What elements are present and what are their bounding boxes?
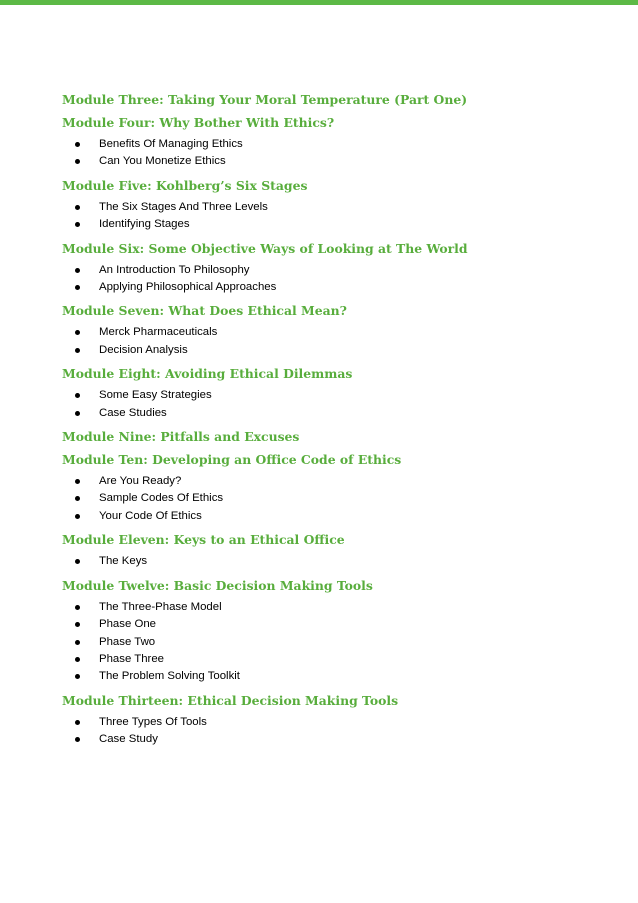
module-heading: Module Three: Taking Your Moral Temperature (Part One) [62,92,468,107]
module-heading: Module Eight: Avoiding Ethical Dilemmas [62,366,353,382]
list-item [62,616,622,633]
list-item [62,553,622,570]
list-item [62,473,622,490]
bullet-icon [75,559,80,564]
bullet-icon [75,205,80,210]
list-item-label: The Three-Phase Model [99,600,222,613]
list-item [62,279,622,296]
module-heading: Module Nine: Pitfalls and Excuses [62,429,300,445]
topic-list [62,553,622,570]
list-item [62,731,622,748]
list-item-label: Decision Analysis [99,343,188,356]
bullet-icon [75,737,80,742]
module-section [62,452,622,525]
list-item-label: Identifying Stages [99,218,190,231]
list-item [62,634,622,651]
list-item-label: Benefits Of Managing Ethics [99,138,243,150]
list-item [62,668,622,685]
bullet-icon [75,496,80,501]
bullet-icon [75,330,80,335]
list-item-label: Your Code Of Ethics [99,509,202,522]
list-item [62,324,622,341]
topic-list [62,599,622,686]
bullet-icon [75,411,80,416]
list-item [62,342,622,359]
topic-list [62,473,622,525]
list-item-label: Are You Ready? [99,475,182,488]
list-item [62,262,622,279]
top-accent-bar [0,0,638,5]
list-item [62,490,622,507]
module-section [62,532,622,570]
list-item-label: Merck Pharmaceuticals [99,326,218,339]
topic-list [62,136,622,171]
bullet-icon [75,222,80,227]
module-section [62,429,622,445]
bullet-icon [75,285,80,290]
module-heading: Module Twelve: Basic Decision Making Tools [62,577,373,593]
module-section [62,115,622,171]
module-section [62,366,622,422]
module-section [62,241,622,297]
bullet-icon [75,605,80,610]
bullet-icon [75,622,80,627]
module-section [62,303,622,359]
list-item-label: Applying Philosophical Approaches [99,281,277,294]
list-item-label: Some Easy Strategies [99,389,212,402]
bullet-icon [75,674,80,679]
module-heading: Module Thirteen: Ethical Decision Making Tools [62,692,399,708]
module-heading: Module Four: Why Bother With Ethics? [62,115,335,130]
list-item [62,136,622,153]
list-item-label: Phase Two [99,635,156,648]
bullet-icon [75,657,80,662]
list-item-label: Three Types Of Tools [99,715,207,728]
list-item-label: Case Studies [99,406,167,419]
bullet-icon [75,393,80,398]
list-item-label: The Six Stages And Three Levels [99,200,268,213]
bullet-icon [75,268,80,273]
list-item [62,508,622,525]
list-item [62,216,622,233]
list-item [62,153,622,170]
topic-list [62,262,622,297]
bullet-icon [75,514,80,519]
list-item [62,714,622,731]
list-item [62,387,622,404]
list-item-label: An Introduction To Philosophy [99,263,250,276]
module-section [62,178,622,234]
list-item [62,199,622,216]
list-item-label: Can You Monetize Ethics [99,155,226,168]
list-item-label: The Problem Solving Toolkit [99,670,240,683]
module-outline [62,92,622,756]
bullet-icon [75,142,80,147]
topic-list [62,199,622,234]
bullet-icon [75,159,80,164]
module-heading: Module Six: Some Objective Ways of Looking at The World [62,240,468,256]
module-heading: Module Five: Kohlberg’s Six Stages [62,177,308,193]
module-section [62,693,622,749]
topic-list [62,714,622,749]
topic-list [62,324,622,359]
bullet-icon [75,640,80,645]
bullet-icon [75,479,80,484]
topic-list [62,387,622,422]
list-item [62,599,622,616]
list-item-label: Case Study [99,733,158,746]
list-item [62,651,622,668]
module-section [62,92,622,108]
list-item-label: The Keys [99,555,148,568]
module-heading: Module Eleven: Keys to an Ethical Office [62,532,345,548]
module-section [62,578,622,686]
list-item-label: Phase One [99,618,156,631]
module-heading: Module Seven: What Does Ethical Mean? [62,303,347,319]
list-item-label: Sample Codes Of Ethics [99,492,224,505]
list-item-label: Phase Three [99,652,165,665]
bullet-icon [75,348,80,353]
module-heading: Module Ten: Developing an Office Code of Ethics [62,452,402,468]
bullet-icon [75,720,80,725]
list-item [62,405,622,422]
